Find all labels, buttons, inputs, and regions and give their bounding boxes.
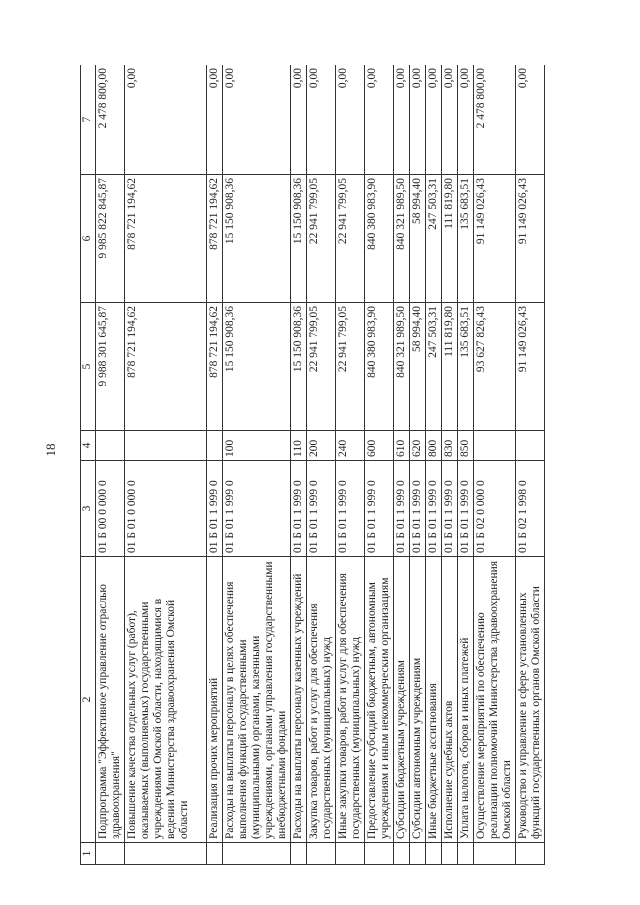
row-value-5-cell: 111 819,80 [442, 303, 458, 431]
row-number-cell [307, 843, 336, 865]
row-value-7-cell: 0,00 [207, 65, 223, 175]
row-value-7-cell: 2 478 800,00 [96, 65, 125, 175]
row-name-cell: Иные бюджетные ассигнования [426, 557, 442, 843]
row-value-5-cell: 878 721 194,62 [125, 303, 207, 431]
row-value-7-cell: 2 478 800,00 [474, 65, 516, 175]
row-code-cell: 01 Б 01 1 999 0 [336, 461, 365, 557]
row-value-6-cell: 247 503,31 [426, 175, 442, 303]
row-code-cell: 01 Б 01 1 999 0 [291, 461, 307, 557]
header-cell: 7 [81, 65, 96, 175]
row-code-cell: 01 Б 01 1 999 0 [223, 461, 291, 557]
row-name-cell: Субсидии автономным учреждениям [410, 557, 426, 843]
row-value-6-cell: 91 149 026,43 [474, 175, 516, 303]
row-number-cell [458, 843, 474, 865]
table-row [365, 65, 394, 865]
row-value-5-cell: 840 321 989,50 [394, 303, 410, 431]
row-number-cell [291, 843, 307, 865]
row-number-cell [516, 843, 545, 865]
row-value-6-cell: 22 941 799,05 [307, 175, 336, 303]
row-name-cell: Уплата налогов, сборов и иных платежей [458, 557, 474, 843]
row-code-cell: 01 Б 01 1 999 0 [394, 461, 410, 557]
row-vr-cell: 850 [458, 431, 474, 461]
table-row [516, 65, 545, 865]
row-vr-cell [516, 431, 545, 461]
row-number-cell [336, 843, 365, 865]
row-name-cell: Расходы на выплаты персоналу казенных учреждений [291, 557, 307, 843]
row-value-5-cell: 22 941 799,05 [336, 303, 365, 431]
header-cell: 6 [81, 175, 96, 303]
row-vr-cell [96, 431, 125, 461]
row-value-5-cell: 135 683,51 [458, 303, 474, 431]
header-cell: 4 [81, 431, 96, 461]
row-vr-cell: 800 [426, 431, 442, 461]
row-value-6-cell: 15 150 908,36 [223, 175, 291, 303]
table-row [291, 65, 307, 865]
row-value-6-cell: 878 721 194,62 [125, 175, 207, 303]
row-number-cell [96, 843, 125, 865]
table-row [307, 65, 336, 865]
row-vr-cell [207, 431, 223, 461]
row-name-cell: Руководство и управление в сфере установленных функций государственных органов Омской области [516, 557, 545, 843]
row-value-6-cell: 58 994,40 [410, 175, 426, 303]
header-cell: 2 [81, 557, 96, 843]
table-row [474, 65, 516, 865]
row-value-5-cell: 247 503,31 [426, 303, 442, 431]
table-row [426, 65, 442, 865]
row-name-cell: Предоставление субсидий бюджетным, автономным учреждениям и иным некоммерческим организациям [365, 557, 394, 843]
row-value-6-cell: 135 683,51 [458, 175, 474, 303]
row-name-cell: Закупка товаров, работ и услуг для обеспечения государственных (муниципальных) нужд [307, 557, 336, 843]
row-vr-cell: 620 [410, 431, 426, 461]
row-value-5-cell: 9 988 301 645,87 [96, 303, 125, 431]
row-value-7-cell: 0,00 [442, 65, 458, 175]
row-name-cell: Реализация прочих мероприятий [207, 557, 223, 843]
row-name-cell: Повышение качества отдельных услуг (работ), оказываемых (выполняемых) государственными учреждениями Омской области, находящимися в ведении Министерства здравоохранения Омской области [125, 557, 207, 843]
page-number: 18 [43, 443, 58, 457]
table-row [96, 65, 125, 865]
row-value-5-cell: 15 150 908,36 [291, 303, 307, 431]
row-value-6-cell: 878 721 194,62 [207, 175, 223, 303]
header-cell: 5 [81, 303, 96, 431]
row-value-6-cell: 22 941 799,05 [336, 175, 365, 303]
row-number-cell [207, 843, 223, 865]
row-value-7-cell: 0,00 [426, 65, 442, 175]
table-row [458, 65, 474, 865]
row-value-5-cell: 840 380 983,90 [365, 303, 394, 431]
row-vr-cell [474, 431, 516, 461]
rotated-table-frame [80, 65, 596, 865]
row-vr-cell: 830 [442, 431, 458, 461]
row-code-cell: 01 Б 02 1 998 0 [516, 461, 545, 557]
table-row [394, 65, 410, 865]
table-row [336, 65, 365, 865]
row-name-cell: Исполнение судебных актов [442, 557, 458, 843]
row-value-6-cell: 91 149 026,43 [516, 175, 545, 303]
budget-table [80, 65, 545, 865]
row-code-cell: 01 Б 01 1 999 0 [307, 461, 336, 557]
row-number-cell [474, 843, 516, 865]
row-code-cell: 01 Б 01 1 999 0 [458, 461, 474, 557]
row-number-cell [442, 843, 458, 865]
row-value-7-cell: 0,00 [223, 65, 291, 175]
row-code-cell: 01 Б 00 0 000 0 [96, 461, 125, 557]
row-name-cell: Осуществление мероприятий по обеспечению реализации полномочий Министерства здравоохранения Омской области [474, 557, 516, 843]
table-row [223, 65, 291, 865]
row-vr-cell: 100 [223, 431, 291, 461]
row-value-7-cell: 0,00 [394, 65, 410, 175]
row-value-7-cell: 0,00 [365, 65, 394, 175]
row-number-cell [426, 843, 442, 865]
row-code-cell: 01 Б 01 1 999 0 [442, 461, 458, 557]
header-row [81, 65, 96, 865]
row-value-5-cell: 91 149 026,43 [516, 303, 545, 431]
row-value-7-cell: 0,00 [291, 65, 307, 175]
row-value-6-cell: 840 321 989,50 [394, 175, 410, 303]
row-value-6-cell: 111 819,80 [442, 175, 458, 303]
row-code-cell: 01 Б 01 1 999 0 [365, 461, 394, 557]
row-code-cell: 01 Б 02 0 000 0 [474, 461, 516, 557]
row-value-7-cell: 0,00 [458, 65, 474, 175]
row-name-cell: Расходы на выплаты персоналу в целях обеспечения выполнения функций государственными (муниципальными) органами, казенными учреждениями, органами управления государственными внебюджетными фондами [223, 557, 291, 843]
row-number-cell [365, 843, 394, 865]
row-value-5-cell: 15 150 908,36 [223, 303, 291, 431]
row-value-7-cell: 0,00 [336, 65, 365, 175]
table-row [442, 65, 458, 865]
row-code-cell: 01 Б 01 1 999 0 [410, 461, 426, 557]
row-value-5-cell: 93 627 826,43 [474, 303, 516, 431]
table-row [207, 65, 223, 865]
row-number-cell [125, 843, 207, 865]
row-value-7-cell: 0,00 [125, 65, 207, 175]
rotated-table-content [80, 65, 596, 865]
row-value-7-cell: 0,00 [307, 65, 336, 175]
table-row [125, 65, 207, 865]
row-code-cell: 01 Б 01 1 999 0 [426, 461, 442, 557]
row-code-cell: 01 Б 01 0 000 0 [125, 461, 207, 557]
row-vr-cell: 200 [307, 431, 336, 461]
row-name-cell: Подпрограмма "Эффективное управление отраслью здравоохранения" [96, 557, 125, 843]
row-value-6-cell: 15 150 908,36 [291, 175, 307, 303]
table-row [410, 65, 426, 865]
row-number-cell [410, 843, 426, 865]
row-value-6-cell: 9 985 822 845,87 [96, 175, 125, 303]
row-value-5-cell: 22 941 799,05 [307, 303, 336, 431]
row-vr-cell: 600 [365, 431, 394, 461]
header-cell: 3 [81, 461, 96, 557]
row-value-7-cell: 0,00 [410, 65, 426, 175]
header-cell: 1 [81, 843, 96, 865]
row-name-cell: Субсидии бюджетным учреждениям [394, 557, 410, 843]
row-vr-cell: 110 [291, 431, 307, 461]
row-number-cell [394, 843, 410, 865]
row-code-cell: 01 Б 01 1 999 0 [207, 461, 223, 557]
row-value-5-cell: 878 721 194,62 [207, 303, 223, 431]
row-name-cell: Иные закупки товаров, работ и услуг для обеспечения государственных (муниципальных) нужд [336, 557, 365, 843]
row-number-cell [223, 843, 291, 865]
row-vr-cell: 240 [336, 431, 365, 461]
row-vr-cell [125, 431, 207, 461]
row-value-5-cell: 58 994,40 [410, 303, 426, 431]
row-value-7-cell: 0,00 [516, 65, 545, 175]
row-vr-cell: 610 [394, 431, 410, 461]
row-value-6-cell: 840 380 983,90 [365, 175, 394, 303]
